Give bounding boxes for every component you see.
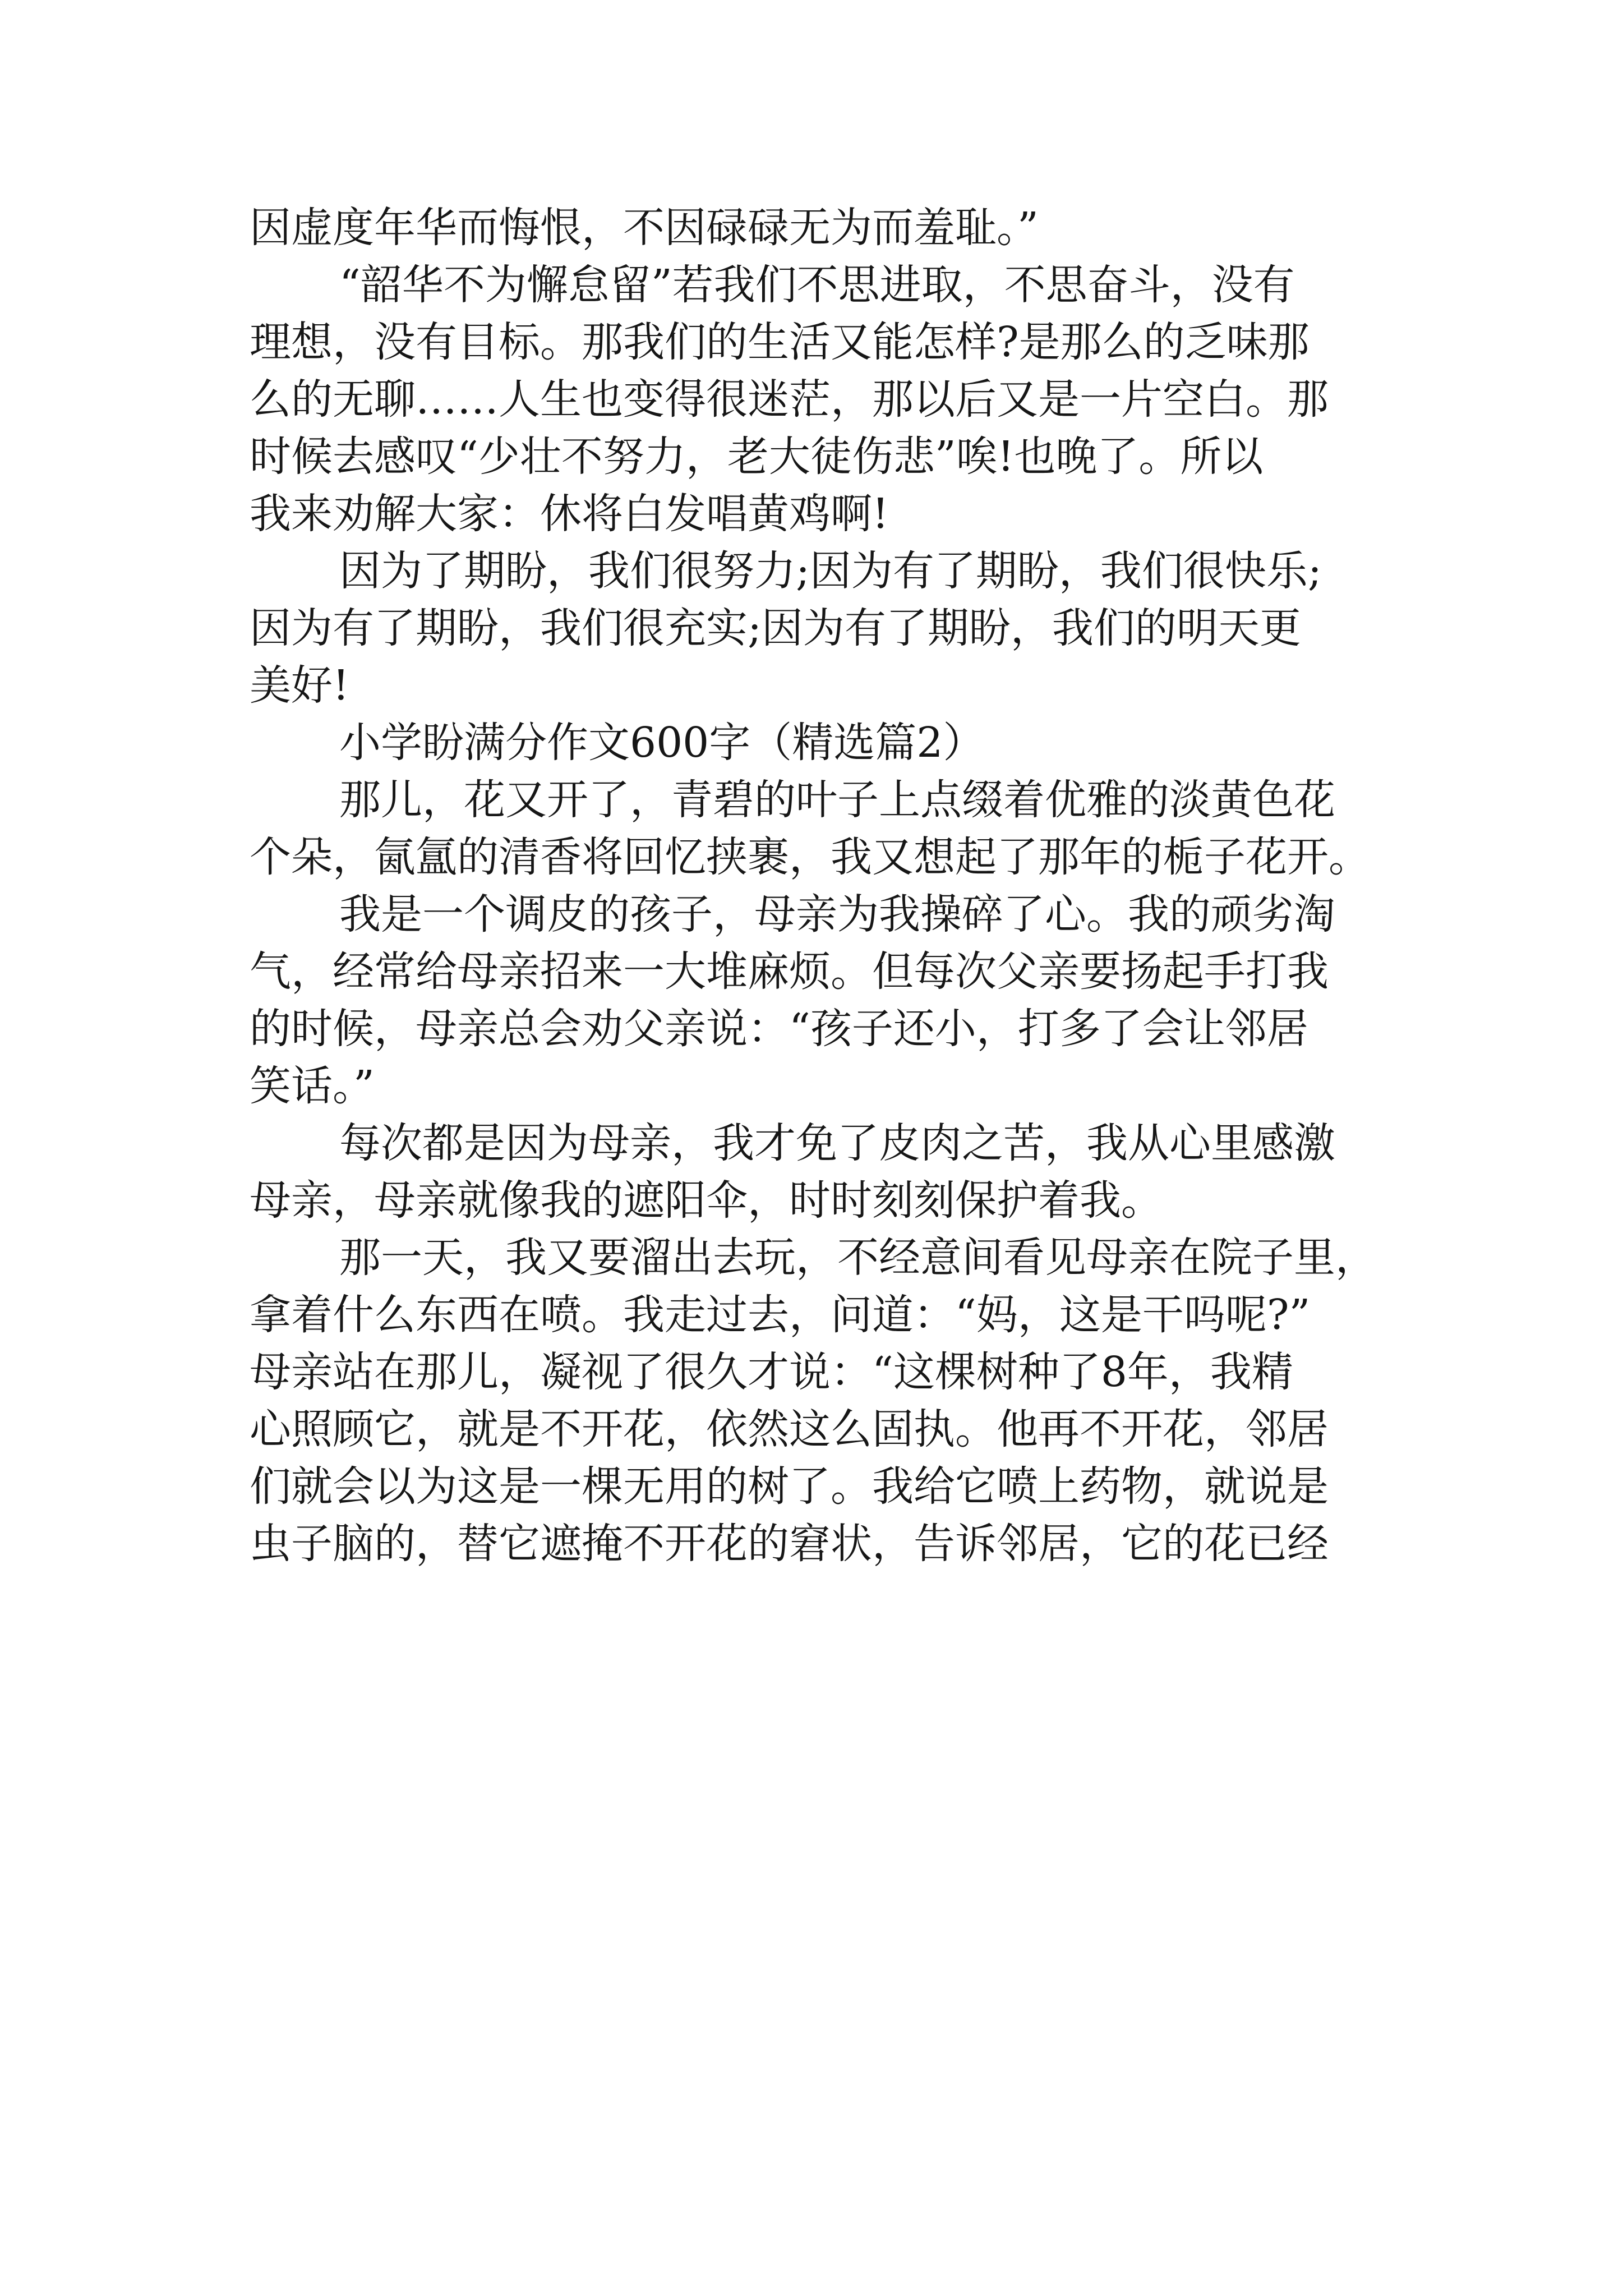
text-line: 母亲站在那儿，凝视了很久才说：“这棵树种了8年，我精	[250, 1348, 1293, 1396]
paragraph-start-line: 那儿，花又开了，青碧的叶子上点缀着优雅的淡黄色花	[339, 776, 1335, 824]
text-line: 我来劝解大家：休将白发唱黄鸡啊!	[250, 490, 889, 538]
text-line: 虫子脑的，替它遮掩不开花的窘状，告诉邻居，它的花已经	[250, 1520, 1329, 1568]
text-line: 心照顾它，就是不开花，依然这么固执。他再不开花，邻居	[250, 1405, 1329, 1453]
text-line: 时候去感叹“少壮不努力，老大徒伤悲”唉!也晚了。所以	[250, 432, 1264, 481]
text-line: 美好!	[250, 661, 349, 710]
text-line: 理想，没有目标。那我们的生活又能怎样?是那么的乏味那	[250, 318, 1310, 366]
text-line: 笑话。”	[250, 1062, 375, 1110]
paragraph-start-line: 每次都是因为母亲，我才免了皮肉之苦，我从心里感激	[339, 1119, 1335, 1167]
section-heading: 小学盼满分作文600字（精选篇2）	[339, 719, 985, 767]
paragraph-start-line: 那一天，我又要溜出去玩，不经意间看见母亲在院子里，	[339, 1234, 1377, 1282]
text-line: 们就会以为这是一棵无用的树了。我给它喷上药物，就说是	[250, 1462, 1329, 1511]
paragraph-start-line: 因为了期盼，我们很努力;因为有了期盼，我们很快乐;	[339, 547, 1322, 595]
text-line: 个朵，氤氲的清香将回忆挟裹，我又想起了那年的栀子花开。	[250, 833, 1370, 881]
text-line: 拿着什么东西在喷。我走过去，问道：“妈，这是干吗呢?”	[250, 1291, 1311, 1339]
paragraph-start-line: 我是一个调皮的孩子，母亲为我操碎了心。我的顽劣淘	[339, 890, 1335, 938]
text-line: 么的无聊……人生也变得很迷茫，那以后又是一片空白。那	[250, 375, 1329, 424]
text-line: 母亲，母亲就像我的遮阳伞，时时刻刻保护着我。	[250, 1176, 1163, 1225]
paragraph-start-line: “韶华不为懈怠留”若我们不思进取，不思奋斗，没有	[339, 261, 1295, 309]
text-line: 气，经常给母亲招来一大堆麻烦。但每次父亲要扬起手打我	[250, 947, 1329, 996]
text-line: 因为有了期盼，我们很充实;因为有了期盼，我们的明天更	[250, 604, 1301, 652]
essay-text	[250, 199, 1388, 1572]
text-line: 因虚度年华而悔恨，不因碌碌无为而羞耻。”	[250, 204, 1039, 252]
text-line: 的时候，母亲总会劝父亲说：“孩子还小，打多了会让邻居	[250, 1005, 1308, 1053]
